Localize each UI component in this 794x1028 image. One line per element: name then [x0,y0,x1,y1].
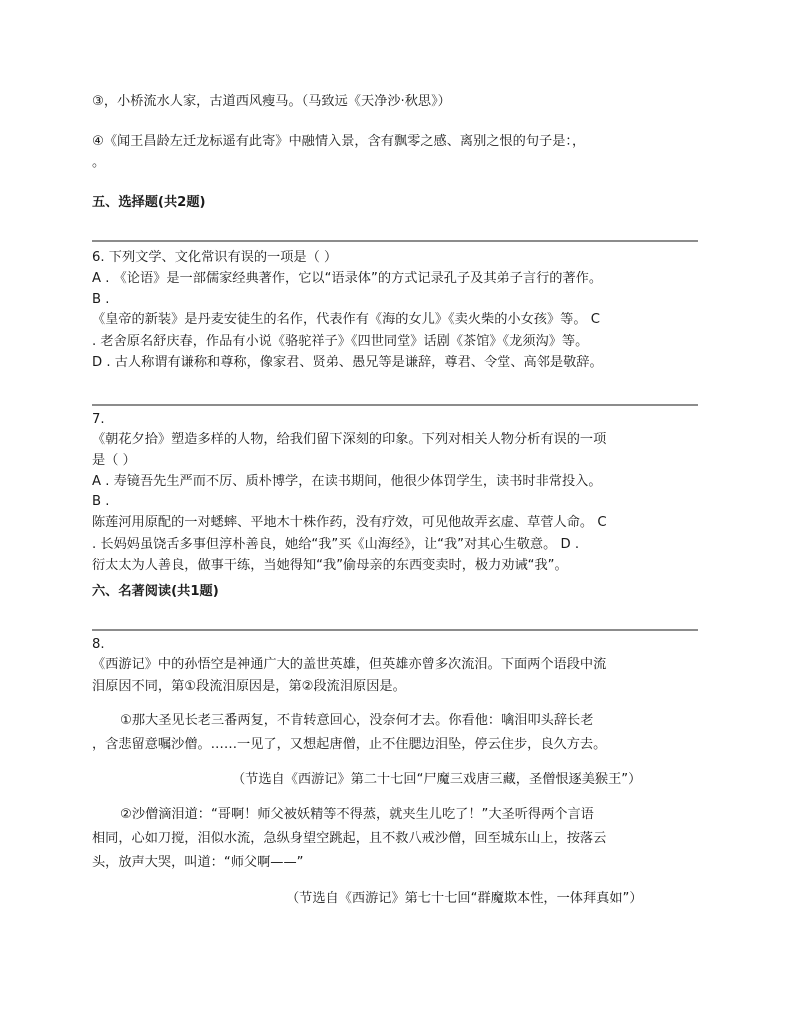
question-divider [92,240,698,242]
question-7-option-c: . 长妈妈虽饶舌多事但淳朴善良，她给“我”买《山海经》，让“我”对其心生敬意。 D . [92,537,580,552]
poem-line-4-end: 。 [92,155,106,170]
question-6-stem: 6. 下列文学、文化常识有误的一项是（ ） [92,250,338,265]
question-7-option-d: 衍太太为人善良，做事干练，当她得知“我”偷母亲的东西变卖时，极力劝诫“我”。 [92,558,568,573]
question-6-option-a: A . 《论语》是一部儒家经典著作，它以“语录体”的方式记录孔子及其弟子言行的著作。 [92,271,603,286]
excerpt-2-cont-2: 头，放声大哭，叫道：“师父啊——” [92,855,304,870]
poem-line-3: ③，小桥流水人家，古道西风瘦马。（马致远《天净沙·秋思》） [92,94,451,109]
question-8-number: 8. [92,637,105,652]
section-heading-classics: 六、名著阅读(共1题) [92,584,219,599]
excerpt-1: ①那大圣见长老三番两复，不肯转意回心，没奈何才去。你看他：噙泪叩头辞长老 [120,713,594,728]
question-7-number: 7. [92,412,105,427]
question-7-stem: 《朝花夕拾》塑造多样的人物，给我们留下深刻的印象。下列对相关人物分析有误的一项 [92,432,607,447]
excerpt-2-source: （节选自《西游记》第七十七回“群魔欺本性，一体拜真如”） [286,891,643,906]
question-7-stem-end: 是（ ） [92,453,136,468]
question-7-option-a: A . 寿镜吾先生严而不厉、质朴博学，在读书期间，他很少体罚学生，读书时非常投入。 [92,474,602,489]
question-divider [92,629,698,631]
poem-line-4: ④《闻王昌龄左迁龙标遥有此寄》中融情入景，含有飘零之感、离别之恨的句子是：， [92,134,586,149]
question-6-option-d: D . 古人称谓有谦称和尊称，像家君、贤弟、愚兄等是谦辞，尊君、令堂、高邻是敬辞。 [92,355,603,370]
section-heading-choice: 五、选择题(共2题) [92,195,206,210]
question-6-option-c: . 老舍原名舒庆春，作品有小说《骆驼祥子》《四世同堂》话剧《茶馆》《龙须沟》等。 [92,334,589,349]
question-6-option-b: 《皇帝的新装》是丹麦安徒生的名作，代表作有《海的女儿》《卖火柴的小女孩》等。 C [92,312,600,327]
excerpt-1-cont: ，含悲留意嘱沙僧。……一见了，又想起唐僧，止不住腮边泪坠，停云住步，良久方去。 [92,737,607,752]
question-divider [92,404,698,406]
excerpt-2: ②沙僧滴泪道：“哥啊！师父被妖精等不得蒸，就夹生儿吃了！”大圣听得两个言语 [120,807,594,822]
question-7-option-b-label: B . [92,494,110,509]
question-6-option-b-label: B . [92,292,110,307]
question-8-stem-end: 泪原因不同，第①段流泪原因是，第②段流泪原因是。 [92,679,406,694]
excerpt-2-cont: 相同，心如刀搅，泪似水流，急纵身望空跳起，且不救八戒沙僧，回至城东山上，按落云 [92,831,607,846]
question-8-stem: 《西游记》中的孙悟空是神通广大的盖世英雄，但英雄亦曾多次流泪。下面两个语段中流 [92,657,607,672]
excerpt-1-source: （节选自《西游记》第二十七回“尸魔三戏唐三藏，圣僧恨逐美猴王”） [232,772,642,787]
question-7-option-b: 陈莲河用原配的一对蟋蟀、平地木十株作药，没有疗效，可见他故弄玄虚、草菅人命。 C [92,515,607,530]
